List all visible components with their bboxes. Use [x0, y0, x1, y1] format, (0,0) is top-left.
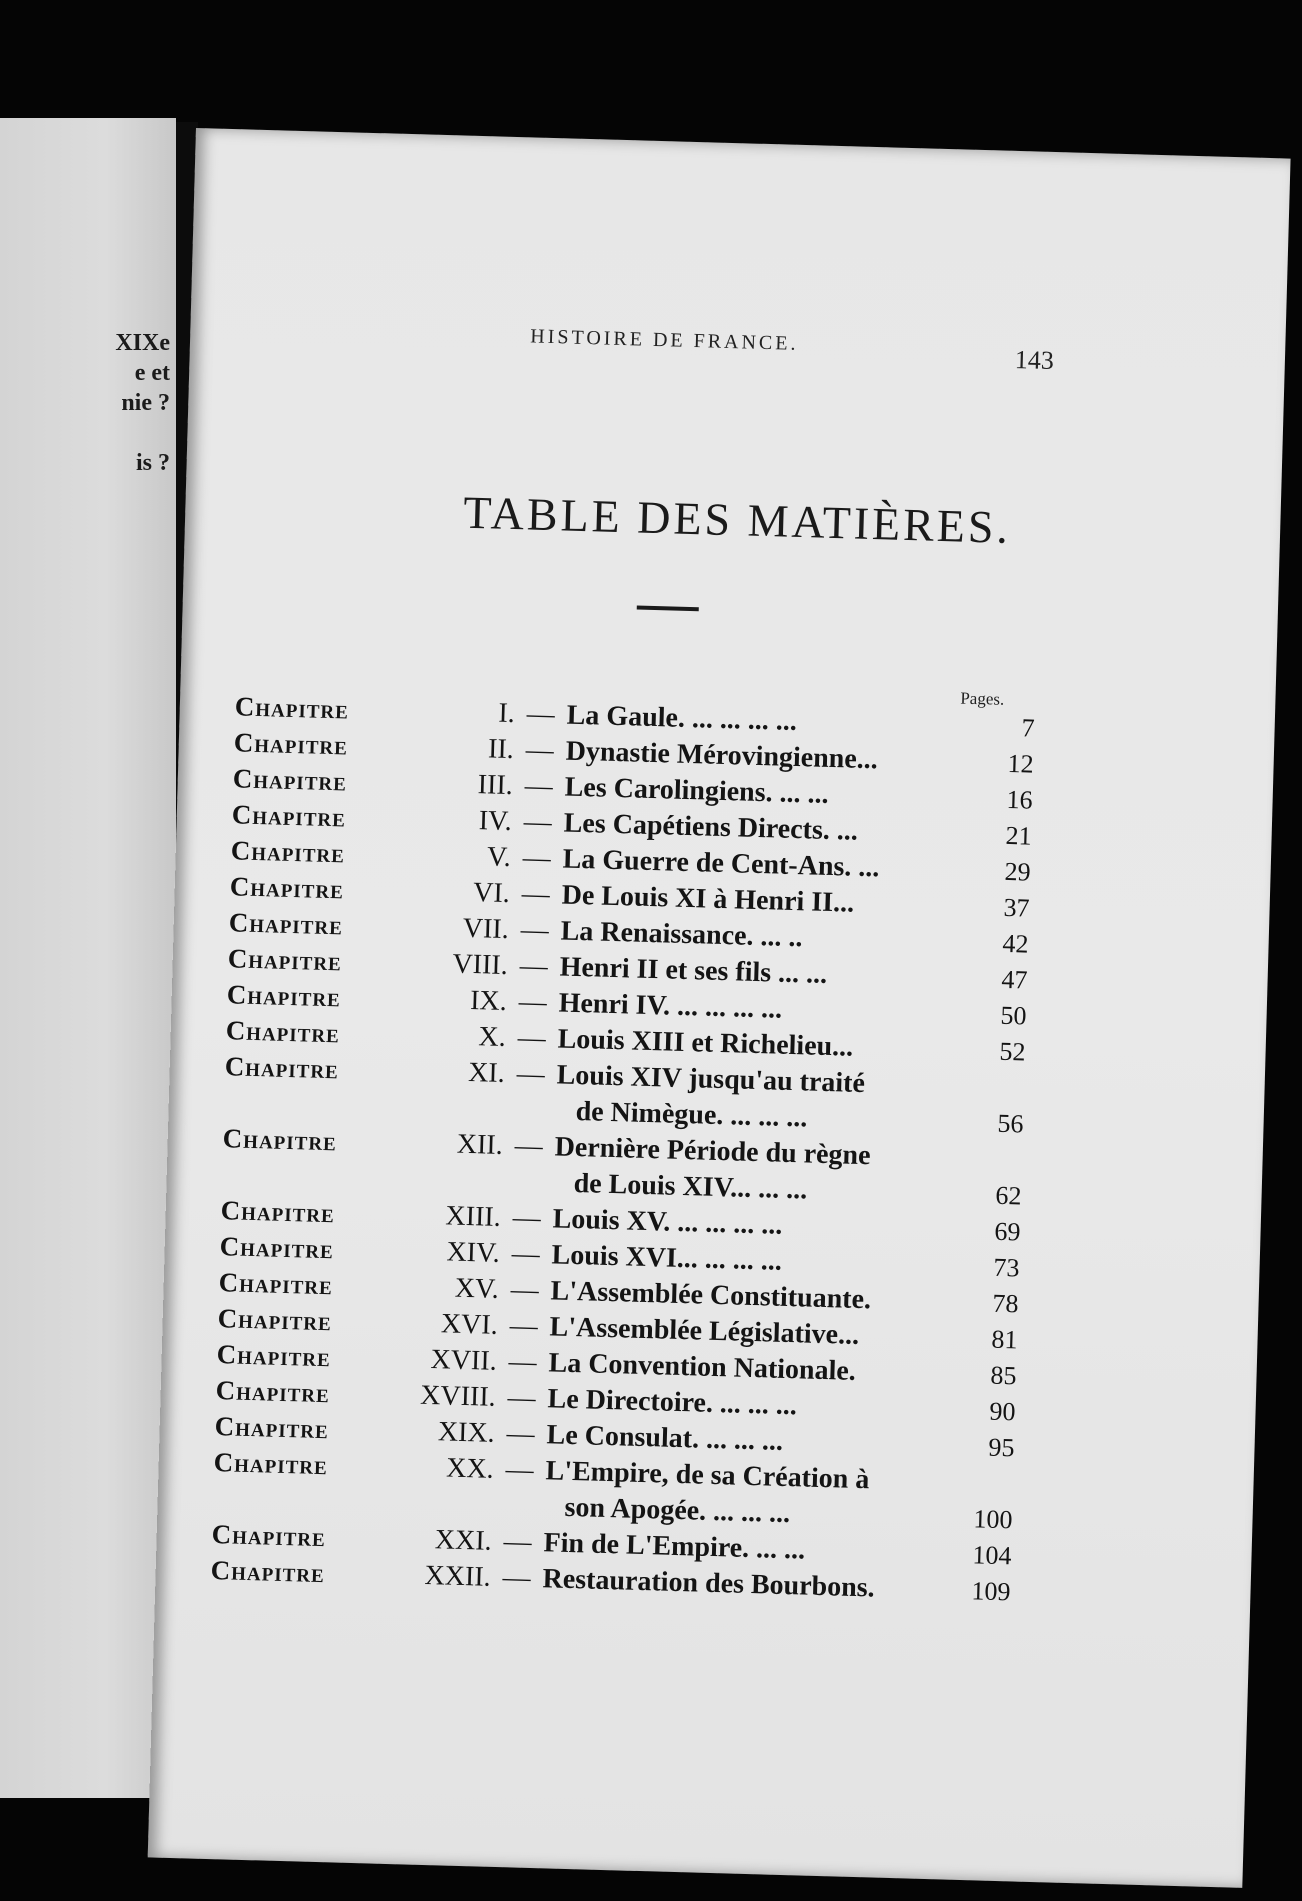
chapter-numeral: VIII. [452, 948, 509, 982]
separator-dash: — [520, 914, 550, 947]
chapter-label: Chapitre [231, 799, 347, 833]
pages-column-label: Pages. [960, 688, 1005, 709]
chapter-title-line: Henri IV. ... ... ... ... [558, 987, 783, 1025]
chapter-numeral: XVII. [430, 1344, 498, 1377]
separator-dash: — [525, 734, 555, 767]
chapter-numeral: I. [498, 697, 516, 730]
chapter-page-number: 42 [1002, 928, 1029, 959]
separator-dash: — [517, 1022, 547, 1055]
chapter-page-number: 85 [990, 1360, 1017, 1391]
chapter-page-number: 50 [1000, 1000, 1027, 1031]
chapter-title-line: son Apogée. ... ... ... [564, 1491, 791, 1530]
chapter-numeral: XII. [456, 1128, 504, 1161]
separator-dash: — [521, 878, 551, 911]
separator-dash: — [505, 1454, 535, 1486]
separator-dash: — [518, 986, 548, 1019]
separator-dash: — [502, 1562, 532, 1594]
chapter-numeral: XV. [454, 1272, 500, 1305]
separator-dash: — [509, 1310, 539, 1343]
left-page-line: e et [134, 360, 170, 386]
separator-dash: — [516, 1058, 546, 1091]
chapter-page-number: 73 [993, 1252, 1020, 1283]
chapter-label: Chapitre [210, 1554, 326, 1589]
chapter-numeral: X. [478, 1021, 507, 1053]
left-page [0, 118, 176, 1798]
chapter-numeral: XVIII. [419, 1379, 497, 1413]
separator-dash: — [526, 698, 556, 731]
chapter-label: Chapitre [220, 1195, 336, 1229]
chapter-page-number: 12 [1007, 748, 1034, 779]
chapter-title-line: Dernière Période du règne [554, 1131, 871, 1172]
chapter-numeral: VII. [462, 912, 510, 946]
separator-dash: — [522, 842, 552, 875]
chapter-numeral: IV. [478, 805, 513, 838]
separator-dash: — [519, 950, 549, 983]
chapter-title-line: De Louis XI à Henri II... [561, 879, 855, 919]
chapter-label: Chapitre [216, 1339, 332, 1373]
chapter-page-number: 52 [999, 1036, 1026, 1067]
chapter-page-number: 21 [1005, 820, 1032, 851]
chapter-label: Chapitre [218, 1267, 334, 1301]
title-rule [637, 605, 699, 611]
chapter-label: Chapitre [230, 835, 346, 869]
chapter-title-line: Restauration des Bourbons. [542, 1563, 876, 1604]
chapter-numeral: XIV. [446, 1236, 501, 1269]
chapter-title-line: La Guerre de Cent-Ans. ... [562, 843, 880, 884]
chapter-label: Chapitre [215, 1375, 331, 1409]
chapter-page-number: 56 [997, 1108, 1024, 1139]
chapter-title-line: Le Consulat. ... ... ... [546, 1419, 784, 1457]
separator-dash: — [512, 1202, 542, 1235]
toc-title: TABLE DES MATIÈRES. [462, 486, 1012, 553]
chapter-page-number: 37 [1003, 892, 1030, 923]
separator-dash: — [503, 1526, 533, 1558]
separator-dash: — [506, 1418, 536, 1450]
chapter-title-line: Les Carolingiens. ... ... [564, 771, 830, 810]
chapter-numeral: XVI. [440, 1308, 499, 1341]
chapter-label: Chapitre [232, 763, 348, 797]
chapter-title-line: La Convention Nationale. [548, 1347, 857, 1387]
left-page-line: is ? [135, 450, 170, 476]
chapter-title [553, 1129, 995, 1213]
chapter-label: Chapitre [226, 979, 342, 1013]
chapter-page-number: 109 [971, 1576, 1011, 1607]
chapter-title [544, 1453, 986, 1537]
chapter-numeral: XX. [445, 1452, 495, 1485]
chapter-title-line: de Nimègue. ... ... ... [575, 1095, 808, 1134]
chapter-title-line: La Renaissance. ... .. [560, 915, 803, 954]
chapter-page-number: 62 [995, 1180, 1022, 1211]
left-page-line: nie ? [121, 390, 170, 416]
chapter-page-number: 16 [1006, 784, 1033, 815]
left-page-line: XIXe [115, 330, 170, 356]
running-title: HISTOIRE DE FRANCE. [530, 325, 799, 355]
chapter-title-line: Dynastie Mérovingienne... [565, 735, 879, 776]
toc-entries [210, 688, 1045, 1610]
chapter-numeral: XI. [467, 1056, 506, 1089]
chapter-title-line: de Louis XIV... ... ... [573, 1167, 808, 1206]
separator-dash: — [523, 806, 553, 839]
chapter-label: Chapitre [234, 691, 350, 725]
chapter-title-line: L'Assemblée Législative... [549, 1311, 860, 1351]
chapter-numeral: XIII. [445, 1200, 502, 1233]
chapter-numeral: IX. [469, 985, 508, 1018]
chapter-title-line: Louis XIV jusqu'au traité [556, 1059, 866, 1100]
chapter-title-line: La Gaule. ... ... ... ... [566, 699, 798, 738]
chapter-label: Chapitre [229, 871, 345, 905]
chapter-page-number: 29 [1004, 856, 1031, 887]
chapter-numeral: III. [477, 769, 514, 802]
chapter-label: Chapitre [213, 1447, 329, 1481]
chapter-title-line: Le Directoire. ... ... ... [547, 1383, 798, 1422]
chapter-label: Chapitre [214, 1411, 330, 1445]
chapter-numeral: XIX. [437, 1416, 496, 1449]
chapter-page-number: 90 [989, 1396, 1016, 1427]
page-number: 143 [1014, 344, 1055, 376]
separator-dash: — [514, 1130, 544, 1163]
chapter-label: Chapitre [219, 1231, 335, 1265]
separator-dash: — [524, 770, 554, 803]
chapter-page-number: 69 [994, 1216, 1021, 1247]
chapter-title-line: Henri II et ses fils ... ... [559, 951, 828, 990]
chapter-label: Chapitre [228, 907, 344, 941]
chapter-numeral: XXII. [424, 1559, 492, 1593]
separator-dash: — [511, 1238, 541, 1271]
chapter-numeral: V. [486, 841, 512, 874]
chapter-numeral: II. [487, 733, 515, 766]
separator-dash: — [507, 1382, 537, 1414]
separator-dash: — [510, 1274, 540, 1307]
chapter-title-line: Louis XV. ... ... ... ... [552, 1203, 783, 1241]
chapter-page-number: 100 [973, 1504, 1013, 1535]
chapter-numeral: XXI. [434, 1524, 493, 1557]
chapter-page-number: 47 [1001, 964, 1028, 995]
chapter-label: Chapitre [233, 727, 349, 761]
chapter-page-number: 104 [972, 1540, 1012, 1571]
separator-dash: — [508, 1346, 538, 1378]
chapter-numeral: VI. [472, 877, 511, 910]
chapter-title-line: Louis XIII et Richelieu... [557, 1023, 854, 1063]
chapter-label: Chapitre [217, 1303, 333, 1337]
chapter-page-number: 81 [991, 1324, 1018, 1355]
chapter-page-number: 78 [992, 1288, 1019, 1319]
right-page [148, 128, 1291, 1888]
chapter-label: Chapitre [211, 1518, 327, 1553]
chapter-title [555, 1057, 997, 1141]
chapter-label: Chapitre [222, 1123, 338, 1157]
chapter-title-line: Fin de L'Empire. ... ... [543, 1527, 806, 1566]
chapter-title-line: Les Capétiens Directs. ... [563, 807, 859, 847]
chapter-label: Chapitre [225, 1015, 341, 1049]
chapter-title-line: L'Empire, de sa Création à [545, 1455, 870, 1496]
chapter-title-line: Louis XVI... ... ... ... [551, 1239, 783, 1277]
chapter-title-line: L'Assemblée Constituante. [550, 1275, 872, 1316]
chapter-page-number: 95 [988, 1432, 1015, 1463]
chapter-label: Chapitre [227, 943, 343, 977]
chapter-page-number: 7 [1021, 713, 1035, 743]
chapter-label: Chapitre [224, 1051, 340, 1085]
